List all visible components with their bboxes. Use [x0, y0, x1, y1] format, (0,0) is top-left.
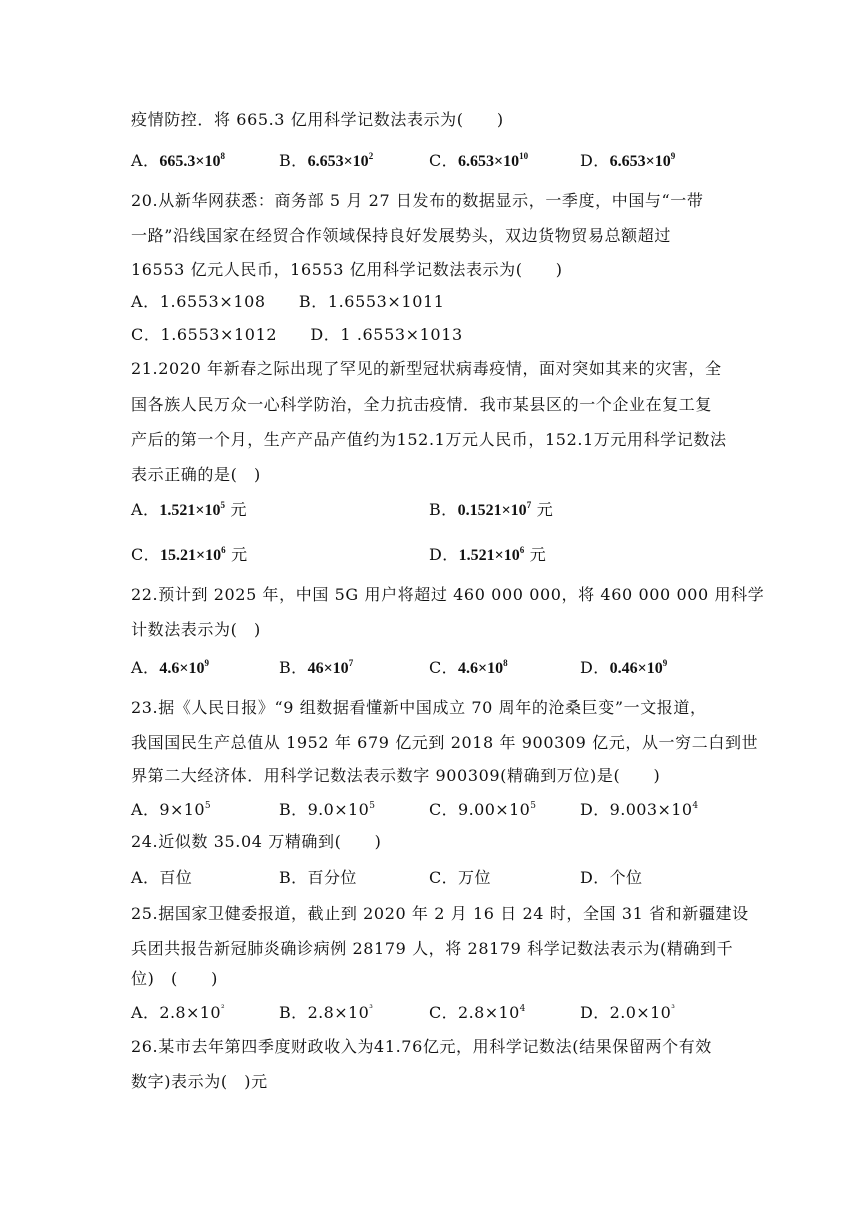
q22-line-2: 计数法表示为( ) [131, 620, 261, 639]
q21-option-a: A．$1.521\times 10^5$ 元 [131, 500, 247, 519]
q20-options-2: C．1.6553×1012 D．1 .6553×1013 [131, 325, 463, 344]
q22-option-c: C．$4.6\times 10^8$ [429, 658, 508, 677]
q22-line-1: 22.预计到 2025 年，中国 5G 用户将超过 460 000 000，将 460 000 000 用科学 [131, 585, 765, 604]
q26-line-2: 数字)表示为( )元 [131, 1072, 268, 1091]
q21-line-2: 国各族人民万众一心科学防治，全力抗击疫情．我市某县区的一个企业在复工复 [131, 395, 713, 414]
q25-option-d: D．$2.0\times 10^{^3}$ [580, 1003, 676, 1022]
q19-option-a: A．$665.3\times 10^8$ [131, 151, 225, 170]
q23-line-3: 界第二大经济体．用科学记数法表示数字 900309(精确到万位)是( ) [131, 766, 661, 785]
q23-line-2: 我国国民生产总值从 1952 年 679 亿元到 2018 年 900309 亿元，从一穷二白到世 [131, 733, 759, 752]
q24-option-b: B．百分位 [279, 868, 357, 887]
q20-line-2: 一路”沿线国家在经贸合作领域保持良好发展势头，双边货物贸易总额超过 [131, 226, 671, 245]
q23-line-1: 23.据《人民日报》“9 组数据看懂新中国成立 70 周年的沧桑巨变”一文报道， [131, 698, 707, 717]
q20-line-1: 20.从新华网获悉：商务部 5 月 27 日发布的数据显示，一季度，中国与“一带 [131, 191, 704, 210]
q24-option-d: D．个位 [580, 868, 643, 887]
q21-line-4: 表示正确的是( ) [131, 465, 261, 484]
q24-option-c: C．万位 [429, 868, 491, 887]
q22-option-a: A．$4.6\times 10^9$ [131, 658, 209, 677]
q23-option-d: D．$9.003\times 10^4$ [580, 800, 699, 819]
q25-option-b: B．$2.8\times 10^{^3}$ [279, 1003, 374, 1022]
q25-line-1: 25.据国家卫健委报道，截止到 2020 年 2 月 16 日 24 时，全国 31 省和新疆建设 [131, 904, 749, 923]
q22-option-d: D．$0.46\times 10^9$ [580, 658, 668, 677]
q22-option-b: B．$46\times 10^7$ [279, 658, 354, 677]
q23-option-b: B．$9.0\times 10^5$ [279, 800, 376, 819]
q25-line-3: 位) ( ) [131, 969, 218, 988]
q25-option-c: C．$2.8\times 10^4$ [429, 1003, 526, 1022]
q25-line-2: 兵团共报告新冠肺炎确诊病例 28179 人，将 28179 科学记数法表示为(精确到千 [131, 939, 734, 958]
q21-line-3: 产后的第一个月，生产产品产值约为152.1万元人民币，152.1万元用科学记数法 [131, 430, 727, 449]
q21-line-1: 21.2020 年新春之际出现了罕见的新型冠状病毒疫情，面对突如其来的灾害，全 [131, 359, 722, 378]
q25-option-a: A．$2.8\times 10^{^2}$ [131, 1003, 225, 1022]
q21-option-c: C．$15.21\times 10^6$ 元 [131, 545, 248, 564]
q23-option-a: A．$9\times 10^5$ [131, 800, 212, 819]
q21-option-d: D．$1.521\times 10^6$ 元 [429, 545, 547, 564]
q19-option-d: D．$6.653\times 10^9$ [580, 151, 676, 170]
q20-line-3: 16553 亿元人民币，16553 亿用科学记数法表示为( ) [131, 260, 563, 279]
q20-options-1: A．1.6553×108 B．1.6553×1011 [131, 292, 445, 311]
q19-option-c: C．$6.653\times 10^{10}$ [429, 151, 529, 170]
q21-option-b: B．$0.1521\times 10^7$ 元 [429, 500, 554, 519]
q24-line-1: 24.近似数 35.04 万精确到( ) [131, 832, 382, 851]
q26-line-1: 26.某市去年第四季度财政收入为41.76亿元，用科学记数法(结果保留两个有效 [131, 1037, 712, 1056]
q24-option-a: A．百位 [131, 868, 193, 887]
q23-option-c: C．$9.00\times 10^5$ [429, 800, 537, 819]
q19-text: 疫情防控．将 665.3 亿用科学记数法表示为( ) [131, 110, 504, 129]
q19-option-b: B．$6.653\times 10^2$ [279, 151, 374, 170]
